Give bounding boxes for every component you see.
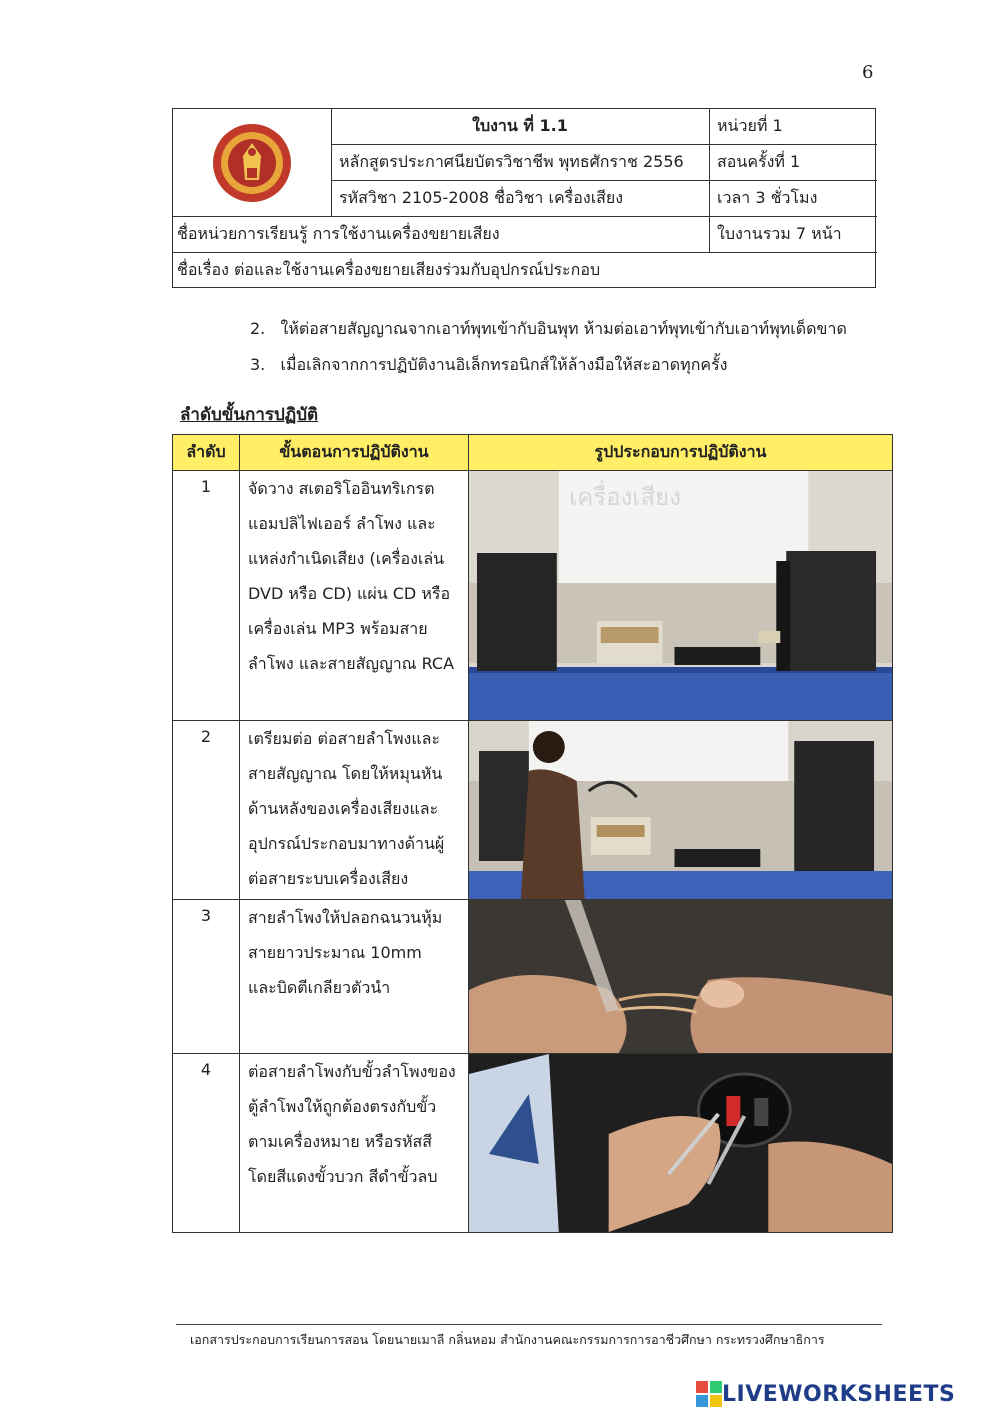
step-photo-cell (469, 900, 893, 1054)
rule-item (250, 353, 727, 378)
rule-text: เมื่อเลิกจากการปฏิบัติงานอิเล็กทรอนิกส์ให้ล้างมือให้สะอาดทุกครั้ง (280, 355, 728, 374)
course-info: รหัสวิชา 2105-2008 ชื่อวิชา เครื่องเสียง (339, 187, 624, 207)
institution-seal (173, 109, 331, 216)
table-row (173, 471, 893, 721)
description-line: ด้านหลังของเครื่องเสียงและ (248, 799, 439, 818)
table-row (173, 721, 893, 900)
liveworksheets-icon (696, 1381, 722, 1407)
description-line: สายลำโพงให้ปลอกฉนวนหุ้ม (248, 908, 443, 927)
table-row (173, 1054, 893, 1233)
column-header-procedure: ขั้นตอนการปฏิบัติงาน (240, 435, 469, 471)
table-row (173, 900, 893, 1054)
description-line: แหล่งกำเนิดเสียง (เครื่องเล่น (248, 549, 445, 568)
column-header-illustration: รูปประกอบการปฏิบัติงาน (469, 435, 893, 471)
description-line: แอมปลิไฟเออร์ ลำโพง และ (248, 514, 436, 533)
footer-text: เอกสารประกอบการเรียนการสอน โดยนายเมาลี กลิ่นหอม สำนักงานคณะกรรมการการอาชีวศึกษา กระทรวงศึกษาธิการ (190, 1332, 825, 1347)
step-photo-cell (469, 471, 893, 721)
wire-stripping-photo (469, 900, 892, 1053)
topic: ชื่อเรื่อง ต่อและใช้งานเครื่องขยายเสียงร่วมกับอุปกรณ์ประกอบ (177, 259, 601, 279)
curriculum: หลักสูตรประกาศนียบัตรวิชาชีพ พุทธศักราช 2556 (339, 151, 684, 171)
step-description (240, 471, 469, 721)
description-line: เครื่องเล่น MP3 พร้อมสาย (248, 619, 428, 638)
speaker-terminal-photo (469, 1054, 892, 1232)
whiteboard-text: เครื่องเสียง (569, 483, 681, 511)
session-number: สอนครั้งที่ 1 (717, 151, 801, 171)
description-line: ต่อสายระบบเครื่องเสียง (248, 869, 409, 888)
liveworksheets-wordmark: LIVEWORKSHEETS (722, 1381, 956, 1407)
description-line: โดยสีแดงขั้วบวก สีดำขั้วลบ (248, 1167, 438, 1186)
page-number: 6 (862, 62, 874, 83)
description-line: ตู้ลำโพงให้ถูกต้องตรงกับขั้ว (248, 1097, 437, 1116)
step-photo-cell (469, 721, 893, 900)
rule-number: 3. (250, 355, 266, 374)
rule-item (250, 317, 847, 342)
step-number: 4 (173, 1054, 240, 1233)
learning-unit: ชื่อหน่วยการเรียนรู้ การใช้งานเครื่องขยายเสียง (177, 223, 500, 243)
worksheet-header-table (172, 108, 876, 288)
time-duration: เวลา 3 ชั่วโมง (717, 187, 818, 207)
column-header-order: ลำดับ (173, 435, 240, 471)
description-line: ต่อสายลำโพงกับขั้วลำโพงของ (248, 1062, 456, 1081)
description-line: เตรียมต่อ ต่อสายลำโพงและ (248, 729, 441, 748)
footer-divider (176, 1324, 882, 1325)
liveworksheets-logo (696, 1381, 955, 1407)
stereo-setup-photo (469, 471, 892, 720)
description-line: DVD หรือ CD) แผ่น CD หรือ (248, 584, 451, 603)
description-line: ลำโพง และสายสัญญาณ RCA (248, 654, 455, 673)
step-description (240, 1054, 469, 1233)
section-title: ลำดับขั้นการปฏิบัติ (180, 405, 319, 425)
step-description (240, 721, 469, 900)
worksheet-title: ใบงาน ที่ 1.1 (472, 116, 568, 135)
step-description (240, 900, 469, 1054)
description-line: อุปกรณ์ประกอบมาทางด้านผู้ (248, 834, 445, 853)
wiring-preparation-photo (469, 721, 892, 899)
total-pages: ใบงานรวม 7 หน้า (717, 223, 842, 243)
step-number: 1 (173, 471, 240, 721)
rule-text: ให้ต่อสายสัญญาณจากเอาท์พุทเข้ากับอินพุท ห้ามต่อเอาท์พุทเข้ากับเอาท์พุทเด็ดขาด (280, 319, 847, 338)
description-line: และบิดตีเกลียวตัวนำ (248, 978, 391, 997)
step-number: 3 (173, 900, 240, 1054)
unit-number: หน่วยที่ 1 (717, 116, 783, 135)
step-photo-cell (469, 1054, 893, 1233)
step-number: 2 (173, 721, 240, 900)
description-line: สายยาวประมาณ 10mm (248, 943, 422, 962)
steps-table (172, 434, 893, 1233)
description-line: ตามเครื่องหมาย หรือรหัสสี (248, 1132, 433, 1151)
description-line: จัดวาง สเตอริโออินทริเกรต (248, 479, 435, 498)
rule-number: 2. (250, 319, 266, 338)
description-line: สายสัญญาณ โดยให้หมุนหัน (248, 764, 443, 783)
